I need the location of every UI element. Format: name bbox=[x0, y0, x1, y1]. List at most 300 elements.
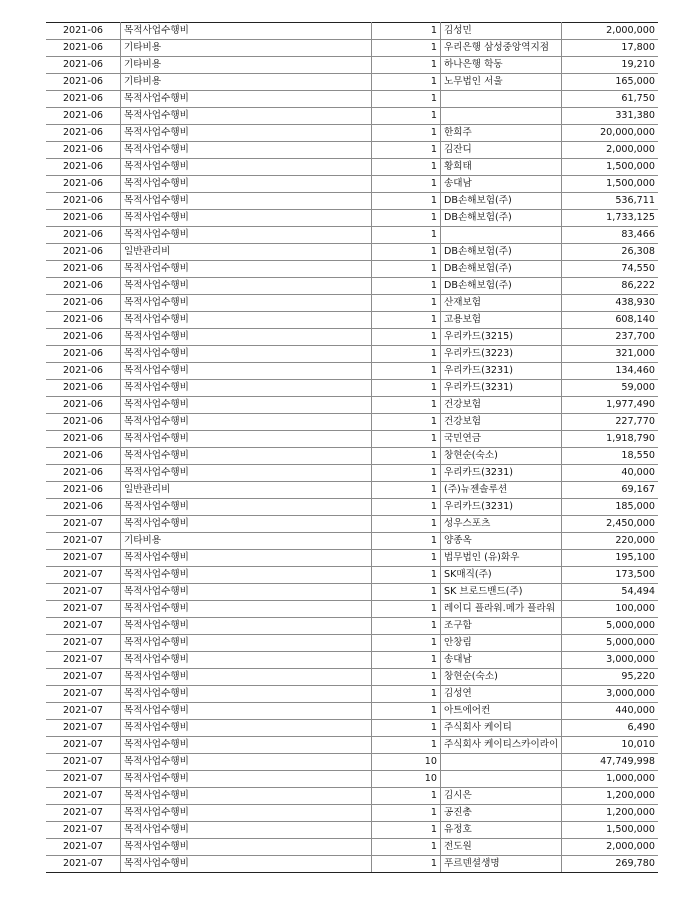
quantity-cell: 1 bbox=[372, 108, 441, 125]
payee-cell: DB손해보험(주) bbox=[441, 193, 562, 210]
quantity-cell: 1 bbox=[372, 839, 441, 856]
quantity-cell: 1 bbox=[372, 329, 441, 346]
payee-cell: 조구함 bbox=[441, 618, 562, 635]
quantity-cell: 1 bbox=[372, 363, 441, 380]
amount-cell: 1,977,490 bbox=[562, 397, 659, 414]
payee-cell: 송대남 bbox=[441, 652, 562, 669]
payee-cell: SK 브로드밴드(주) bbox=[441, 584, 562, 601]
category-cell: 목적사업수행비 bbox=[121, 839, 372, 856]
quantity-cell: 1 bbox=[372, 244, 441, 261]
payee-cell: 우리카드(3215) bbox=[441, 329, 562, 346]
payee-cell bbox=[441, 227, 562, 244]
payee-cell: 황희태 bbox=[441, 159, 562, 176]
date-cell: 2021-07 bbox=[46, 533, 121, 550]
date-cell: 2021-07 bbox=[46, 839, 121, 856]
amount-cell: 185,000 bbox=[562, 499, 659, 516]
date-cell: 2021-07 bbox=[46, 652, 121, 669]
quantity-cell: 1 bbox=[372, 261, 441, 278]
date-cell: 2021-06 bbox=[46, 57, 121, 74]
payee-cell: 국민연금 bbox=[441, 431, 562, 448]
date-cell: 2021-07 bbox=[46, 822, 121, 839]
quantity-cell: 1 bbox=[372, 465, 441, 482]
category-cell: 목적사업수행비 bbox=[121, 652, 372, 669]
payee-cell bbox=[441, 91, 562, 108]
amount-cell: 1,200,000 bbox=[562, 805, 659, 822]
table-row bbox=[46, 125, 658, 142]
table-row bbox=[46, 550, 658, 567]
payee-cell: 김시은 bbox=[441, 788, 562, 805]
amount-cell: 165,000 bbox=[562, 74, 659, 91]
amount-cell: 20,000,000 bbox=[562, 125, 659, 142]
quantity-cell: 1 bbox=[372, 431, 441, 448]
quantity-cell: 1 bbox=[372, 805, 441, 822]
quantity-cell: 10 bbox=[372, 771, 441, 788]
quantity-cell: 1 bbox=[372, 635, 441, 652]
table-row bbox=[46, 74, 658, 91]
date-cell: 2021-06 bbox=[46, 40, 121, 57]
category-cell: 목적사업수행비 bbox=[121, 414, 372, 431]
table-row bbox=[46, 788, 658, 805]
amount-cell: 1,733,125 bbox=[562, 210, 659, 227]
table-row bbox=[46, 159, 658, 176]
quantity-cell: 1 bbox=[372, 533, 441, 550]
table-row bbox=[46, 754, 658, 771]
quantity-cell: 1 bbox=[372, 142, 441, 159]
date-cell: 2021-06 bbox=[46, 261, 121, 278]
date-cell: 2021-06 bbox=[46, 329, 121, 346]
category-cell: 목적사업수행비 bbox=[121, 23, 372, 40]
amount-cell: 40,000 bbox=[562, 465, 659, 482]
table-row bbox=[46, 244, 658, 261]
table-row bbox=[46, 176, 658, 193]
date-cell: 2021-06 bbox=[46, 346, 121, 363]
table-row bbox=[46, 346, 658, 363]
quantity-cell: 1 bbox=[372, 346, 441, 363]
payee-cell: DB손해보험(주) bbox=[441, 261, 562, 278]
amount-cell: 54,494 bbox=[562, 584, 659, 601]
quantity-cell: 1 bbox=[372, 686, 441, 703]
date-cell: 2021-06 bbox=[46, 482, 121, 499]
quantity-cell: 1 bbox=[372, 278, 441, 295]
quantity-cell: 1 bbox=[372, 414, 441, 431]
date-cell: 2021-07 bbox=[46, 601, 121, 618]
category-cell: 목적사업수행비 bbox=[121, 210, 372, 227]
table-row bbox=[46, 312, 658, 329]
amount-cell: 608,140 bbox=[562, 312, 659, 329]
amount-cell: 1,200,000 bbox=[562, 788, 659, 805]
table-row bbox=[46, 618, 658, 635]
category-cell: 목적사업수행비 bbox=[121, 380, 372, 397]
payee-cell bbox=[441, 754, 562, 771]
category-cell: 목적사업수행비 bbox=[121, 703, 372, 720]
quantity-cell: 10 bbox=[372, 754, 441, 771]
table-row bbox=[46, 567, 658, 584]
category-cell: 목적사업수행비 bbox=[121, 346, 372, 363]
category-cell: 목적사업수행비 bbox=[121, 261, 372, 278]
date-cell: 2021-06 bbox=[46, 499, 121, 516]
payee-cell: 우리카드(3231) bbox=[441, 363, 562, 380]
amount-cell: 18,550 bbox=[562, 448, 659, 465]
table-row bbox=[46, 499, 658, 516]
category-cell: 목적사업수행비 bbox=[121, 329, 372, 346]
table-row bbox=[46, 108, 658, 125]
payee-cell: 우리카드(3231) bbox=[441, 465, 562, 482]
date-cell: 2021-06 bbox=[46, 278, 121, 295]
payee-cell: 김잔디 bbox=[441, 142, 562, 159]
table-row bbox=[46, 669, 658, 686]
amount-cell: 100,000 bbox=[562, 601, 659, 618]
quantity-cell: 1 bbox=[372, 159, 441, 176]
table-row bbox=[46, 533, 658, 550]
amount-cell: 5,000,000 bbox=[562, 635, 659, 652]
table-row bbox=[46, 278, 658, 295]
payee-cell: 우리은행 삼성중앙역지점 bbox=[441, 40, 562, 57]
quantity-cell: 1 bbox=[372, 227, 441, 244]
table-row bbox=[46, 771, 658, 788]
quantity-cell: 1 bbox=[372, 57, 441, 74]
table-row bbox=[46, 635, 658, 652]
quantity-cell: 1 bbox=[372, 40, 441, 57]
category-cell: 일반관리비 bbox=[121, 482, 372, 499]
date-cell: 2021-07 bbox=[46, 720, 121, 737]
payee-cell: 법무법인 (유)화우 bbox=[441, 550, 562, 567]
table-row bbox=[46, 363, 658, 380]
table-row bbox=[46, 720, 658, 737]
category-cell: 목적사업수행비 bbox=[121, 278, 372, 295]
table-row bbox=[46, 584, 658, 601]
table-row bbox=[46, 805, 658, 822]
quantity-cell: 1 bbox=[372, 618, 441, 635]
amount-cell: 95,220 bbox=[562, 669, 659, 686]
category-cell: 목적사업수행비 bbox=[121, 550, 372, 567]
table-row bbox=[46, 91, 658, 108]
amount-cell: 1,500,000 bbox=[562, 176, 659, 193]
date-cell: 2021-07 bbox=[46, 669, 121, 686]
amount-cell: 47,749,998 bbox=[562, 754, 659, 771]
date-cell: 2021-06 bbox=[46, 414, 121, 431]
payee-cell: 우리카드(3231) bbox=[441, 380, 562, 397]
category-cell: 목적사업수행비 bbox=[121, 686, 372, 703]
table-row bbox=[46, 516, 658, 533]
category-cell: 일반관리비 bbox=[121, 244, 372, 261]
amount-cell: 6,490 bbox=[562, 720, 659, 737]
date-cell: 2021-06 bbox=[46, 380, 121, 397]
category-cell: 목적사업수행비 bbox=[121, 125, 372, 142]
date-cell: 2021-07 bbox=[46, 856, 121, 873]
amount-cell: 2,450,000 bbox=[562, 516, 659, 533]
category-cell: 목적사업수행비 bbox=[121, 618, 372, 635]
amount-cell: 1,500,000 bbox=[562, 822, 659, 839]
amount-cell: 83,466 bbox=[562, 227, 659, 244]
date-cell: 2021-06 bbox=[46, 176, 121, 193]
table-row bbox=[46, 227, 658, 244]
category-cell: 기타비용 bbox=[121, 57, 372, 74]
category-cell: 목적사업수행비 bbox=[121, 295, 372, 312]
amount-cell: 19,210 bbox=[562, 57, 659, 74]
payee-cell: SK매직(주) bbox=[441, 567, 562, 584]
amount-cell: 59,000 bbox=[562, 380, 659, 397]
table-row bbox=[46, 856, 658, 873]
payee-cell: 창현순(숙소) bbox=[441, 669, 562, 686]
table-row bbox=[46, 57, 658, 74]
amount-cell: 438,930 bbox=[562, 295, 659, 312]
payee-cell: 공진총 bbox=[441, 805, 562, 822]
table-row bbox=[46, 703, 658, 720]
amount-cell: 1,918,790 bbox=[562, 431, 659, 448]
amount-cell: 3,000,000 bbox=[562, 652, 659, 669]
amount-cell: 269,780 bbox=[562, 856, 659, 873]
category-cell: 목적사업수행비 bbox=[121, 516, 372, 533]
quantity-cell: 1 bbox=[372, 482, 441, 499]
date-cell: 2021-07 bbox=[46, 584, 121, 601]
amount-cell: 17,800 bbox=[562, 40, 659, 57]
date-cell: 2021-06 bbox=[46, 227, 121, 244]
date-cell: 2021-07 bbox=[46, 805, 121, 822]
date-cell: 2021-06 bbox=[46, 465, 121, 482]
date-cell: 2021-06 bbox=[46, 397, 121, 414]
date-cell: 2021-06 bbox=[46, 448, 121, 465]
category-cell: 목적사업수행비 bbox=[121, 431, 372, 448]
category-cell: 목적사업수행비 bbox=[121, 91, 372, 108]
category-cell: 목적사업수행비 bbox=[121, 720, 372, 737]
expense-ledger-table bbox=[46, 22, 658, 873]
amount-cell: 536,711 bbox=[562, 193, 659, 210]
category-cell: 목적사업수행비 bbox=[121, 499, 372, 516]
amount-cell: 331,380 bbox=[562, 108, 659, 125]
date-cell: 2021-07 bbox=[46, 771, 121, 788]
category-cell: 목적사업수행비 bbox=[121, 788, 372, 805]
category-cell: 목적사업수행비 bbox=[121, 669, 372, 686]
quantity-cell: 1 bbox=[372, 788, 441, 805]
amount-cell: 86,222 bbox=[562, 278, 659, 295]
category-cell: 목적사업수행비 bbox=[121, 822, 372, 839]
payee-cell: 하나은행 학동 bbox=[441, 57, 562, 74]
table-row bbox=[46, 380, 658, 397]
amount-cell: 26,308 bbox=[562, 244, 659, 261]
quantity-cell: 1 bbox=[372, 176, 441, 193]
amount-cell: 195,100 bbox=[562, 550, 659, 567]
quantity-cell: 1 bbox=[372, 669, 441, 686]
category-cell: 목적사업수행비 bbox=[121, 448, 372, 465]
table-row bbox=[46, 397, 658, 414]
quantity-cell: 1 bbox=[372, 720, 441, 737]
date-cell: 2021-07 bbox=[46, 635, 121, 652]
amount-cell: 3,000,000 bbox=[562, 686, 659, 703]
date-cell: 2021-07 bbox=[46, 618, 121, 635]
payee-cell: DB손해보험(주) bbox=[441, 210, 562, 227]
table-row bbox=[46, 142, 658, 159]
category-cell: 목적사업수행비 bbox=[121, 635, 372, 652]
date-cell: 2021-07 bbox=[46, 703, 121, 720]
amount-cell: 321,000 bbox=[562, 346, 659, 363]
payee-cell: 주식회사 케이티 bbox=[441, 720, 562, 737]
date-cell: 2021-07 bbox=[46, 754, 121, 771]
category-cell: 목적사업수행비 bbox=[121, 159, 372, 176]
payee-cell: 유정호 bbox=[441, 822, 562, 839]
table-row bbox=[46, 431, 658, 448]
date-cell: 2021-06 bbox=[46, 108, 121, 125]
payee-cell: 건강보험 bbox=[441, 397, 562, 414]
table-row bbox=[46, 652, 658, 669]
quantity-cell: 1 bbox=[372, 295, 441, 312]
payee-cell: 푸르덴셜생명 bbox=[441, 856, 562, 873]
payee-cell bbox=[441, 771, 562, 788]
payee-cell: 김성민 bbox=[441, 23, 562, 40]
payee-cell: 송대남 bbox=[441, 176, 562, 193]
quantity-cell: 1 bbox=[372, 91, 441, 108]
category-cell: 기타비용 bbox=[121, 40, 372, 57]
date-cell: 2021-07 bbox=[46, 737, 121, 754]
date-cell: 2021-07 bbox=[46, 788, 121, 805]
table-row bbox=[46, 193, 658, 210]
quantity-cell: 1 bbox=[372, 210, 441, 227]
category-cell: 목적사업수행비 bbox=[121, 227, 372, 244]
date-cell: 2021-06 bbox=[46, 363, 121, 380]
payee-cell: 한희주 bbox=[441, 125, 562, 142]
payee-cell: (주)뉴젠솔루션 bbox=[441, 482, 562, 499]
date-cell: 2021-07 bbox=[46, 516, 121, 533]
amount-cell: 61,750 bbox=[562, 91, 659, 108]
table-row bbox=[46, 295, 658, 312]
amount-cell: 2,000,000 bbox=[562, 142, 659, 159]
payee-cell: 고용보험 bbox=[441, 312, 562, 329]
amount-cell: 10,010 bbox=[562, 737, 659, 754]
quantity-cell: 1 bbox=[372, 516, 441, 533]
payee-cell: 주식회사 케이티스카이라이 bbox=[441, 737, 562, 754]
payee-cell: 노무법인 서울 bbox=[441, 74, 562, 91]
category-cell: 기타비용 bbox=[121, 533, 372, 550]
payee-cell: DB손해보험(주) bbox=[441, 244, 562, 261]
date-cell: 2021-06 bbox=[46, 23, 121, 40]
date-cell: 2021-06 bbox=[46, 244, 121, 261]
date-cell: 2021-07 bbox=[46, 550, 121, 567]
date-cell: 2021-07 bbox=[46, 686, 121, 703]
amount-cell: 5,000,000 bbox=[562, 618, 659, 635]
quantity-cell: 1 bbox=[372, 856, 441, 873]
table-row bbox=[46, 737, 658, 754]
category-cell: 목적사업수행비 bbox=[121, 567, 372, 584]
table-row bbox=[46, 601, 658, 618]
table-row bbox=[46, 261, 658, 278]
category-cell: 목적사업수행비 bbox=[121, 737, 372, 754]
table-row bbox=[46, 40, 658, 57]
quantity-cell: 1 bbox=[372, 193, 441, 210]
category-cell: 기타비용 bbox=[121, 74, 372, 91]
table-row bbox=[46, 414, 658, 431]
date-cell: 2021-06 bbox=[46, 193, 121, 210]
date-cell: 2021-06 bbox=[46, 125, 121, 142]
quantity-cell: 1 bbox=[372, 312, 441, 329]
category-cell: 목적사업수행비 bbox=[121, 601, 372, 618]
amount-cell: 173,500 bbox=[562, 567, 659, 584]
payee-cell: 전도원 bbox=[441, 839, 562, 856]
table-row bbox=[46, 686, 658, 703]
quantity-cell: 1 bbox=[372, 737, 441, 754]
date-cell: 2021-06 bbox=[46, 295, 121, 312]
category-cell: 목적사업수행비 bbox=[121, 363, 372, 380]
date-cell: 2021-06 bbox=[46, 312, 121, 329]
table-row bbox=[46, 23, 658, 40]
quantity-cell: 1 bbox=[372, 584, 441, 601]
amount-cell: 227,770 bbox=[562, 414, 659, 431]
category-cell: 목적사업수행비 bbox=[121, 142, 372, 159]
payee-cell: 양종옥 bbox=[441, 533, 562, 550]
amount-cell: 440,000 bbox=[562, 703, 659, 720]
quantity-cell: 1 bbox=[372, 601, 441, 618]
category-cell: 목적사업수행비 bbox=[121, 584, 372, 601]
table-row bbox=[46, 839, 658, 856]
quantity-cell: 1 bbox=[372, 23, 441, 40]
quantity-cell: 1 bbox=[372, 703, 441, 720]
payee-cell bbox=[441, 108, 562, 125]
quantity-cell: 1 bbox=[372, 567, 441, 584]
date-cell: 2021-06 bbox=[46, 142, 121, 159]
payee-cell: 레이디 플라워.메가 플라워 bbox=[441, 601, 562, 618]
quantity-cell: 1 bbox=[372, 448, 441, 465]
payee-cell: DB손해보험(주) bbox=[441, 278, 562, 295]
amount-cell: 134,460 bbox=[562, 363, 659, 380]
category-cell: 목적사업수행비 bbox=[121, 312, 372, 329]
amount-cell: 237,700 bbox=[562, 329, 659, 346]
quantity-cell: 1 bbox=[372, 499, 441, 516]
quantity-cell: 1 bbox=[372, 550, 441, 567]
payee-cell: 안창림 bbox=[441, 635, 562, 652]
date-cell: 2021-06 bbox=[46, 431, 121, 448]
amount-cell: 69,167 bbox=[562, 482, 659, 499]
payee-cell: 창현순(숙소) bbox=[441, 448, 562, 465]
payee-cell: 우리카드(3223) bbox=[441, 346, 562, 363]
date-cell: 2021-06 bbox=[46, 74, 121, 91]
amount-cell: 220,000 bbox=[562, 533, 659, 550]
quantity-cell: 1 bbox=[372, 74, 441, 91]
amount-cell: 2,000,000 bbox=[562, 23, 659, 40]
payee-cell: 김성연 bbox=[441, 686, 562, 703]
payee-cell: 우리카드(3231) bbox=[441, 499, 562, 516]
table-row bbox=[46, 448, 658, 465]
table-row bbox=[46, 822, 658, 839]
quantity-cell: 1 bbox=[372, 652, 441, 669]
category-cell: 목적사업수행비 bbox=[121, 754, 372, 771]
table-row bbox=[46, 210, 658, 227]
amount-cell: 74,550 bbox=[562, 261, 659, 278]
category-cell: 목적사업수행비 bbox=[121, 108, 372, 125]
payee-cell: 성우스포츠 bbox=[441, 516, 562, 533]
date-cell: 2021-06 bbox=[46, 159, 121, 176]
date-cell: 2021-06 bbox=[46, 91, 121, 108]
amount-cell: 1,000,000 bbox=[562, 771, 659, 788]
quantity-cell: 1 bbox=[372, 380, 441, 397]
amount-cell: 1,500,000 bbox=[562, 159, 659, 176]
amount-cell: 2,000,000 bbox=[562, 839, 659, 856]
ledger-body bbox=[46, 23, 658, 873]
table-row bbox=[46, 482, 658, 499]
category-cell: 목적사업수행비 bbox=[121, 193, 372, 210]
category-cell: 목적사업수행비 bbox=[121, 771, 372, 788]
category-cell: 목적사업수행비 bbox=[121, 465, 372, 482]
category-cell: 목적사업수행비 bbox=[121, 176, 372, 193]
quantity-cell: 1 bbox=[372, 125, 441, 142]
date-cell: 2021-07 bbox=[46, 567, 121, 584]
payee-cell: 건강보험 bbox=[441, 414, 562, 431]
quantity-cell: 1 bbox=[372, 822, 441, 839]
quantity-cell: 1 bbox=[372, 397, 441, 414]
table-row bbox=[46, 465, 658, 482]
payee-cell: 산재보험 bbox=[441, 295, 562, 312]
category-cell: 목적사업수행비 bbox=[121, 856, 372, 873]
table-row bbox=[46, 329, 658, 346]
category-cell: 목적사업수행비 bbox=[121, 397, 372, 414]
category-cell: 목적사업수행비 bbox=[121, 805, 372, 822]
